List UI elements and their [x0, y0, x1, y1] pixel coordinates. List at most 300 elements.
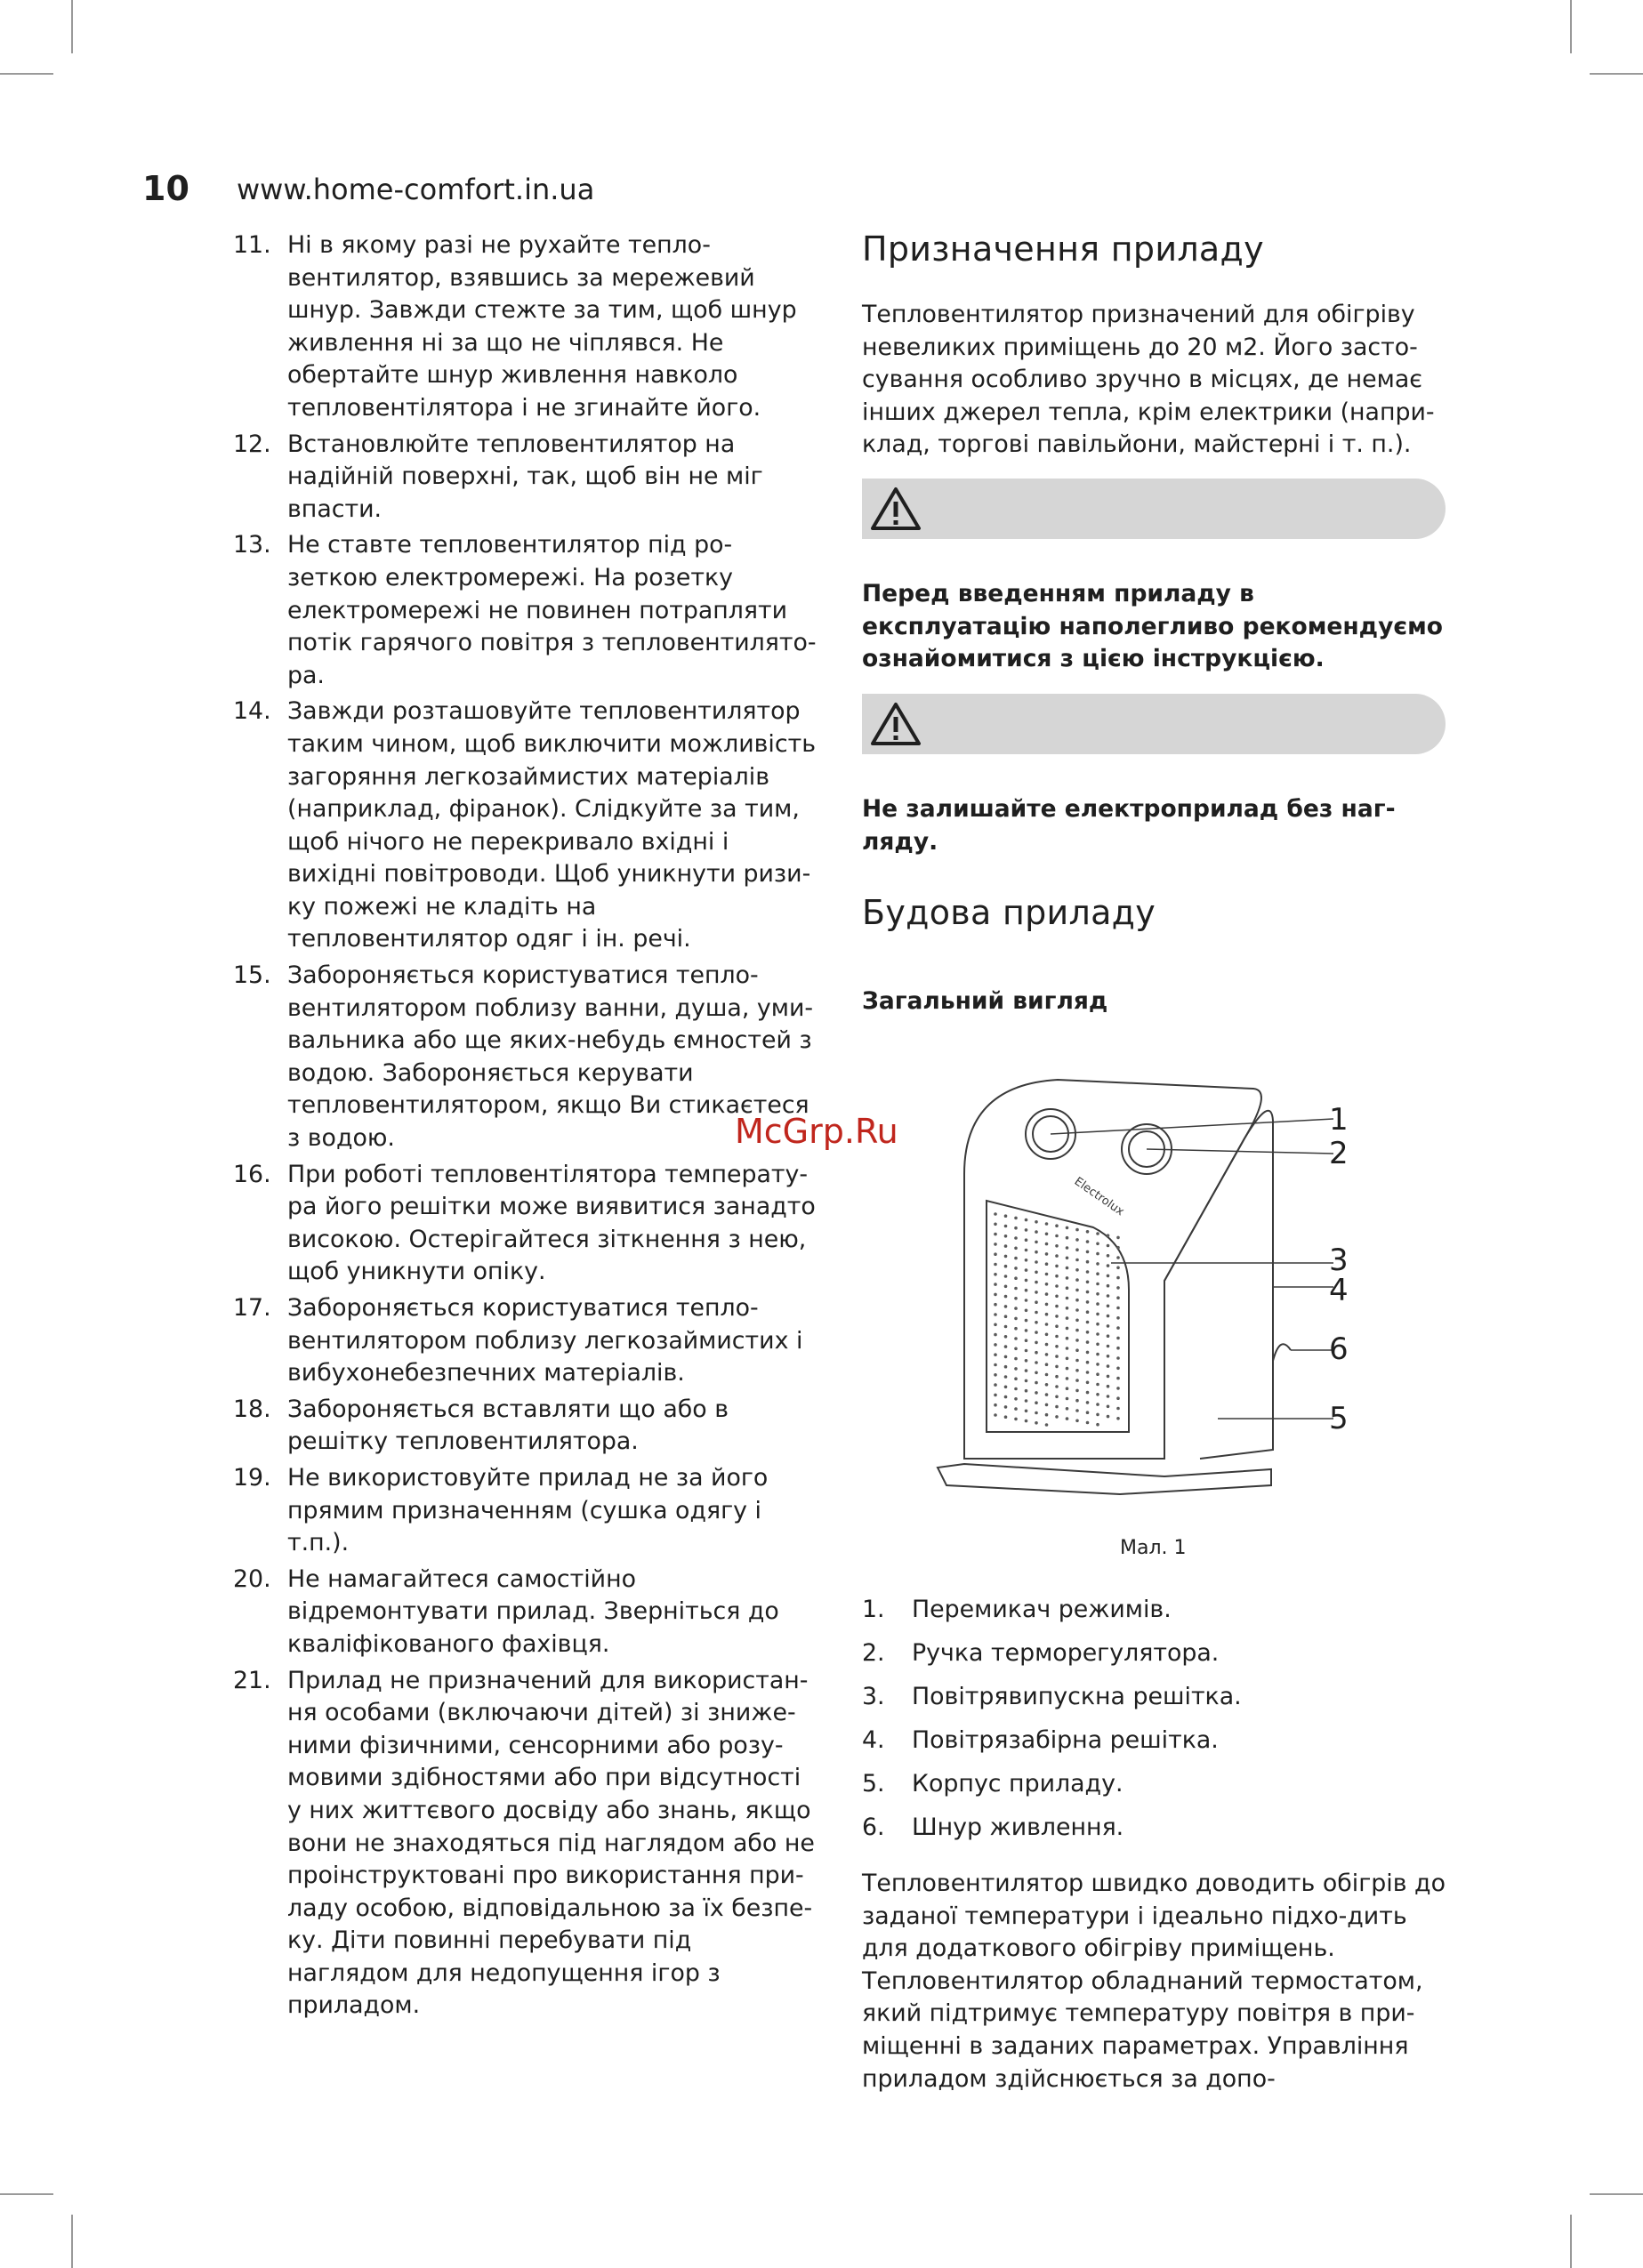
grille-dot [1075, 1348, 1079, 1352]
grille-dot [994, 1283, 997, 1286]
grille-dot [1096, 1372, 1099, 1376]
grille-dot [1116, 1407, 1120, 1411]
grille-dot [1066, 1357, 1069, 1361]
list-item [862, 1812, 1449, 1845]
grille-dot [1004, 1345, 1008, 1348]
grille-dot [1116, 1356, 1120, 1360]
grille-dot [1055, 1405, 1059, 1409]
grille-dot [1045, 1292, 1049, 1296]
grille-dot [1045, 1423, 1049, 1427]
grille-dot [1107, 1315, 1110, 1318]
grille-dot [1066, 1257, 1069, 1260]
item-text: Перемикач режимів. [912, 1596, 1172, 1623]
grille-dot [1055, 1395, 1059, 1399]
list-item [233, 1665, 820, 2023]
grille-dot [1096, 1423, 1099, 1427]
item-number: 6. [862, 1814, 885, 1842]
grille-dot [994, 1212, 997, 1216]
grille-dot [1025, 1218, 1028, 1222]
grille-dot [1014, 1217, 1018, 1220]
grille-dot [1116, 1387, 1120, 1390]
grille-dot [1096, 1323, 1099, 1326]
grille-dot [1055, 1415, 1059, 1419]
item-text: Корпус приладу. [912, 1770, 1124, 1798]
grille-dot [1004, 1405, 1008, 1409]
grille-dot [1004, 1395, 1008, 1399]
item-number: 14. [233, 697, 271, 726]
grille-dot [1086, 1251, 1090, 1254]
grille-dot [1025, 1268, 1028, 1272]
grille-dot [1096, 1272, 1099, 1275]
item-number: 11. [233, 231, 271, 259]
grille-dot [1086, 1270, 1090, 1274]
heater-side-panel [1164, 1111, 1273, 1459]
grille-dot [1035, 1281, 1038, 1284]
grille-dot [1096, 1243, 1099, 1246]
item-number: 19. [233, 1463, 271, 1492]
grille-dot [1014, 1377, 1018, 1380]
grille-dot [1116, 1256, 1120, 1259]
grille-dot [1014, 1267, 1018, 1270]
grille-dot [1066, 1397, 1069, 1401]
grille-dot [1075, 1228, 1079, 1232]
grille-dot [994, 1303, 997, 1307]
grille-dot [1045, 1313, 1049, 1316]
grille-dot [1086, 1281, 1090, 1284]
grille-dot [1004, 1315, 1008, 1318]
grille-dot [1096, 1313, 1099, 1316]
grille-dot [1025, 1399, 1028, 1403]
item-number: 12. [233, 430, 271, 458]
grille-dot [994, 1233, 997, 1236]
grille-dot [1086, 1331, 1090, 1334]
grille-dot [1096, 1252, 1099, 1256]
list-item [862, 1594, 1449, 1627]
grille-dot [1075, 1369, 1079, 1372]
crop-mark [0, 2193, 53, 2195]
item-number: 16. [233, 1160, 271, 1188]
grille-dot [1055, 1284, 1059, 1288]
grille-dot [1116, 1337, 1120, 1340]
grille-dot [1086, 1421, 1090, 1425]
grille-dot [994, 1413, 997, 1417]
item-number: 18. [233, 1395, 271, 1423]
device-brand-text: Electrolux [1071, 1174, 1127, 1219]
grille-dot [1045, 1262, 1049, 1266]
grille-dot [1045, 1403, 1049, 1407]
section-heading-purpose: Призначення приладу [862, 229, 1264, 269]
grille-dots [994, 1212, 1120, 1427]
item-text: Забороняється користуватися тепло-вентилятором поблизу легкозаймистих і вибухонебезпечних матеріалів. [287, 1294, 803, 1387]
grille-dot [1055, 1355, 1059, 1358]
grille-dot [1066, 1377, 1069, 1380]
grille-dot [1014, 1397, 1018, 1401]
list-item [233, 1564, 820, 1661]
grille-dot [1075, 1409, 1079, 1412]
grille-dot [1066, 1267, 1069, 1270]
grille-dot [1055, 1254, 1059, 1258]
grille-dot [1066, 1407, 1069, 1411]
crop-mark [1570, 2215, 1572, 2268]
grille-dot [1035, 1421, 1038, 1425]
grille-dot [1025, 1309, 1028, 1313]
grille-dot [1045, 1252, 1049, 1256]
grille-dot [1096, 1232, 1099, 1235]
grille-dot [1035, 1241, 1038, 1244]
grille-dot [1045, 1323, 1049, 1326]
item-text: Повітрязабірна решітка. [912, 1726, 1219, 1755]
grille-dot [1075, 1289, 1079, 1292]
item-text: Ні в якому разі не рухайте тепло-вентилятор, взявшись за мережевий шнур. Завжди стежте за тим, щоб шнур живлення ні за що не чіплявся. Не обертайте шнур живлення навколо тепловентілятора і не згинайте його. [287, 231, 797, 422]
list-item [233, 229, 820, 425]
grille-dot [1025, 1228, 1028, 1232]
safety-list [233, 229, 820, 2026]
grille-dot [1066, 1286, 1069, 1290]
grille-dot [1014, 1236, 1018, 1240]
grille-dot [994, 1403, 997, 1407]
grille-dot [994, 1373, 997, 1377]
grille-dot [994, 1243, 997, 1246]
grille-dot [1116, 1316, 1120, 1320]
grille-dot [1055, 1224, 1059, 1227]
callout-number: 1 [1329, 1102, 1349, 1138]
grille-dot [1096, 1302, 1099, 1306]
list-item [233, 1292, 820, 1390]
grille-dot [1045, 1233, 1049, 1236]
grille-dot [1116, 1286, 1120, 1290]
grille-dot [1116, 1296, 1120, 1299]
grille-dot [1004, 1365, 1008, 1369]
grille-dot [1107, 1415, 1110, 1419]
grille-dot [1025, 1379, 1028, 1383]
grille-dot [1014, 1387, 1018, 1391]
item-number: 4. [862, 1726, 885, 1755]
grille-dot [1004, 1214, 1008, 1218]
heater-body [964, 1080, 1261, 1459]
crop-mark [1570, 0, 1572, 53]
grille-dot [1014, 1327, 1018, 1331]
grille-dot [994, 1333, 997, 1337]
list-item [862, 1637, 1449, 1670]
grille-dot [1004, 1295, 1008, 1299]
grille-dot [1107, 1395, 1110, 1398]
list-item [233, 429, 820, 527]
grille-dot [1045, 1222, 1049, 1226]
site-url: www.home-comfort.in.ua [237, 173, 595, 206]
grille-dot [994, 1394, 997, 1397]
grille-dot [1025, 1279, 1028, 1283]
grille-dot [1055, 1324, 1059, 1328]
list-item [233, 1394, 820, 1459]
grille-dot [1055, 1244, 1059, 1248]
grille-dot [1014, 1347, 1018, 1351]
grille-dot [1066, 1297, 1069, 1300]
grille-dot [1014, 1247, 1018, 1251]
item-number: 2. [862, 1639, 885, 1668]
grille-dot [994, 1293, 997, 1297]
grille-dot [994, 1273, 997, 1276]
page-number: 10 [142, 169, 189, 208]
grille-dot [1066, 1276, 1069, 1280]
heater-diagram [862, 1067, 1449, 1548]
item-text: Завжди розташовуйте тепловентилятор таким чином, щоб виключити можливість загоряння легкозаймистих матеріалів (наприклад, фіранок). Слідкуйте за тим, щоб нічого не перекривало вхідні і вихідні повітроводи. Щоб уникнути ризи-ку пожежі не кладіть на тепловентилятор одяг і ін. речі. [287, 697, 816, 953]
grille-dot [1014, 1407, 1018, 1411]
grille-dot [1096, 1343, 1099, 1347]
grille-dot [1066, 1337, 1069, 1340]
grille-dot [1045, 1373, 1049, 1377]
warning-text-2: Не залишайте електроприлад без наг-ляду. [862, 795, 1396, 856]
grille-dot [1075, 1379, 1079, 1382]
grille-dot [994, 1252, 997, 1256]
grille-dot [1035, 1331, 1038, 1334]
grille-dot [994, 1353, 997, 1356]
grille-dot [1025, 1289, 1028, 1292]
item-text: Шнур живлення. [912, 1814, 1124, 1842]
callout-number: 6 [1329, 1331, 1349, 1367]
grille-dot [994, 1313, 997, 1316]
grille-dot [1004, 1386, 1008, 1389]
grille-dot [1075, 1339, 1079, 1342]
warning-text-1: Перед введенням приладу в експлуатацію наполегливо рекомендуємо ознайомитися з цією інструкцією. [862, 580, 1443, 673]
item-text: Не використовуйте прилад не за його прямим призначенням (сушка одягу і т.п.). [287, 1463, 769, 1557]
grille-dot [1004, 1415, 1008, 1419]
grille-dot [1096, 1353, 1099, 1356]
grille-dot [1107, 1284, 1110, 1288]
subheading-general-view: Загальний вигляд [862, 987, 1108, 1015]
grille-dot [1035, 1260, 1038, 1264]
grille-dot [1055, 1375, 1059, 1379]
grille-dot [994, 1363, 997, 1367]
item-number: 1. [862, 1596, 885, 1623]
watermark: McGrp.Ru [735, 1112, 898, 1151]
grille-dot [1107, 1305, 1110, 1308]
grille-dot [1096, 1393, 1099, 1396]
grille-dot [1116, 1246, 1120, 1250]
grille-dot [1096, 1283, 1099, 1286]
grille-dot [1096, 1413, 1099, 1417]
grille-dot [1116, 1276, 1120, 1280]
grille-dot [1055, 1385, 1059, 1388]
grille-dot [1107, 1334, 1110, 1338]
grille-dot [1086, 1361, 1090, 1364]
item-number: 3. [862, 1683, 885, 1711]
section-heading-construction: Будова приладу [862, 893, 1156, 932]
grille-dot [1075, 1248, 1079, 1251]
grille-dot [1075, 1319, 1079, 1323]
grille-dot [1086, 1381, 1090, 1385]
grille-dot [1004, 1375, 1008, 1379]
item-text: При роботі тепловентілятора температу-ра його решітки може виявитися занадто високою. Остерігайтеся зіткнення з нею, щоб уникнути опіку. [287, 1160, 816, 1286]
grille-dot [1086, 1321, 1090, 1324]
item-text: Ручка терморегулятора. [912, 1639, 1220, 1668]
grille-dot [1025, 1339, 1028, 1342]
grille-dot [1025, 1238, 1028, 1242]
grille-dot [1107, 1345, 1110, 1348]
grille-dot [1045, 1283, 1049, 1286]
grille-dot [1004, 1285, 1008, 1289]
grille-dot [1116, 1377, 1120, 1380]
grille-dot [1014, 1307, 1018, 1310]
crop-mark [1590, 73, 1643, 75]
callout-number: 4 [1329, 1273, 1349, 1308]
grille-dot [1116, 1267, 1120, 1270]
grille-dot [1025, 1420, 1028, 1423]
grille-dot [1004, 1305, 1008, 1308]
callout-leaders [1051, 1119, 1333, 1419]
grille-dot [1116, 1236, 1120, 1240]
grille-dot [1025, 1389, 1028, 1393]
item-text: Забороняється вставляти що або в решітку тепловентилятора. [287, 1395, 729, 1456]
callout-number: 5 [1329, 1401, 1349, 1436]
grille-dot [1107, 1405, 1110, 1409]
grille-dot [1004, 1235, 1008, 1238]
grille-dot [1086, 1391, 1090, 1395]
grille-dot [1055, 1365, 1059, 1369]
grille-dot [1045, 1413, 1049, 1417]
grille-dot [1107, 1275, 1110, 1278]
item-text: Забороняється користуватися тепло-вентилятором поблизу ванни, душа, уми-вальника або ще яких-небудь ємностей з водою. Забороняється керувати тепловентилятором, якщо Ви стикаєтеся з водою. [287, 961, 814, 1153]
grille-dot [1014, 1357, 1018, 1361]
grille-dot [1004, 1255, 1008, 1259]
grille-dot [1055, 1345, 1059, 1348]
item-number: 17. [233, 1294, 271, 1322]
grille-dot [1004, 1225, 1008, 1228]
grille-dot [1055, 1265, 1059, 1268]
grille-dot [1004, 1275, 1008, 1278]
crop-mark [71, 2215, 73, 2268]
grille-dot [1045, 1343, 1049, 1347]
grille-dot [1035, 1321, 1038, 1324]
grille-dot [1086, 1260, 1090, 1264]
grille-dot [1025, 1259, 1028, 1262]
grille-dot [1107, 1324, 1110, 1328]
grille-dot [1035, 1291, 1038, 1294]
grille-dot [1107, 1294, 1110, 1298]
grille-dot [1107, 1385, 1110, 1388]
grille-dot [1066, 1327, 1069, 1331]
grille-dot [1035, 1361, 1038, 1364]
grille-dot [1014, 1257, 1018, 1260]
grille-dot [1014, 1226, 1018, 1230]
crop-mark [71, 0, 73, 53]
grille-dot [1075, 1299, 1079, 1302]
grille-dot [1116, 1396, 1120, 1400]
grille-dot [1055, 1235, 1059, 1238]
grille-dot [1075, 1308, 1079, 1312]
grille-dot [1096, 1332, 1099, 1336]
warning-icon [869, 701, 922, 747]
item-text: Не намагайтеся самостійно відремонтувати прилад. Зверніться до кваліфікованого фахівця. [287, 1564, 779, 1658]
warning-icon [869, 486, 922, 532]
grille-dot [1107, 1244, 1110, 1248]
grille-dot [1107, 1264, 1110, 1267]
list-item [233, 960, 820, 1155]
grille-dot [1035, 1381, 1038, 1385]
grille-dot [1055, 1305, 1059, 1308]
grille-dot [1014, 1367, 1018, 1371]
grille-dot [1107, 1254, 1110, 1258]
power-cord [1273, 1344, 1291, 1361]
grille-dot [1045, 1243, 1049, 1246]
grille-dot [1045, 1383, 1049, 1387]
grille-dot [1004, 1265, 1008, 1268]
grille-dot [994, 1343, 997, 1347]
grille-dot [1086, 1401, 1090, 1404]
grille-dot [1096, 1363, 1099, 1366]
grille-dot [1086, 1240, 1090, 1243]
grille-dot [1107, 1375, 1110, 1379]
grille-dot [994, 1323, 997, 1327]
grille-dot [1035, 1230, 1038, 1234]
grille-dot [1066, 1307, 1069, 1310]
grille-dot [1004, 1335, 1008, 1339]
grille-dot [1014, 1276, 1018, 1280]
grille-dot [1116, 1307, 1120, 1310]
figure-caption: Мал. 1 [1120, 1537, 1187, 1559]
grille-dot [1066, 1347, 1069, 1350]
grille-dot [1025, 1349, 1028, 1353]
grille-dot [1025, 1319, 1028, 1323]
grille-dot [1075, 1278, 1079, 1282]
grille-dot [1025, 1369, 1028, 1372]
grille-dot [1075, 1389, 1079, 1393]
grille-dot [1086, 1291, 1090, 1294]
grille-dot [1035, 1411, 1038, 1415]
grille-dot [1116, 1367, 1120, 1371]
grille-dot [1014, 1418, 1018, 1421]
grille-dot [1107, 1355, 1110, 1358]
item-number: 13. [233, 531, 271, 559]
grille-dot [1086, 1340, 1090, 1344]
item-number: 5. [862, 1770, 885, 1798]
item-text: Повітрявипускна решітка. [912, 1683, 1242, 1711]
grille-dot [1055, 1335, 1059, 1339]
item-text: Не ставте тепловентилятор під ро-зеткою електромережі. На розетку електромережі не повинен потрапляти потік гарячого повітря з тепловентилято-ра. [287, 531, 817, 689]
device-description: Тепловентилятор швидко доводить обігрів до заданої температури і ідеально підхо-дить для додаткового обігріву приміщень. Тепловентилятор обладнаний термостатом, який підтримує температуру повітря в при-міщенні в заданих параметрах. Управління приладом здійснюється за допо- [862, 1870, 1446, 2093]
callout-number: 2 [1329, 1136, 1349, 1171]
item-number: 21. [233, 1666, 271, 1694]
grille-dot [1025, 1410, 1028, 1413]
item-number: 15. [233, 961, 271, 990]
grille-dot [1075, 1238, 1079, 1242]
grille-dot [1086, 1310, 1090, 1314]
heater-base [938, 1464, 1271, 1494]
grille-dot [1055, 1275, 1059, 1278]
grille-dot [1035, 1401, 1038, 1404]
crop-mark [1590, 2193, 1643, 2195]
grille-dot [1014, 1297, 1018, 1300]
grille-dot [1045, 1393, 1049, 1396]
warning-band [862, 694, 1446, 754]
grille-dot [1025, 1359, 1028, 1363]
grille-dot [1066, 1367, 1069, 1371]
grille-dot [1075, 1420, 1079, 1423]
grille-dot [1045, 1333, 1049, 1337]
grille-dot [1025, 1299, 1028, 1302]
grille-dot [1066, 1387, 1069, 1390]
grille-dot [1075, 1359, 1079, 1363]
grille-dot [1116, 1326, 1120, 1330]
grille-dot [1045, 1363, 1049, 1366]
grille-dot [1086, 1411, 1090, 1414]
grille-dot [1045, 1353, 1049, 1356]
grille-dot [1066, 1417, 1069, 1420]
grille-dot [1035, 1220, 1038, 1224]
grille-dot [1066, 1316, 1069, 1320]
grille-dot [1096, 1262, 1099, 1266]
grille-dot [1035, 1351, 1038, 1355]
grille-dot [1055, 1315, 1059, 1318]
